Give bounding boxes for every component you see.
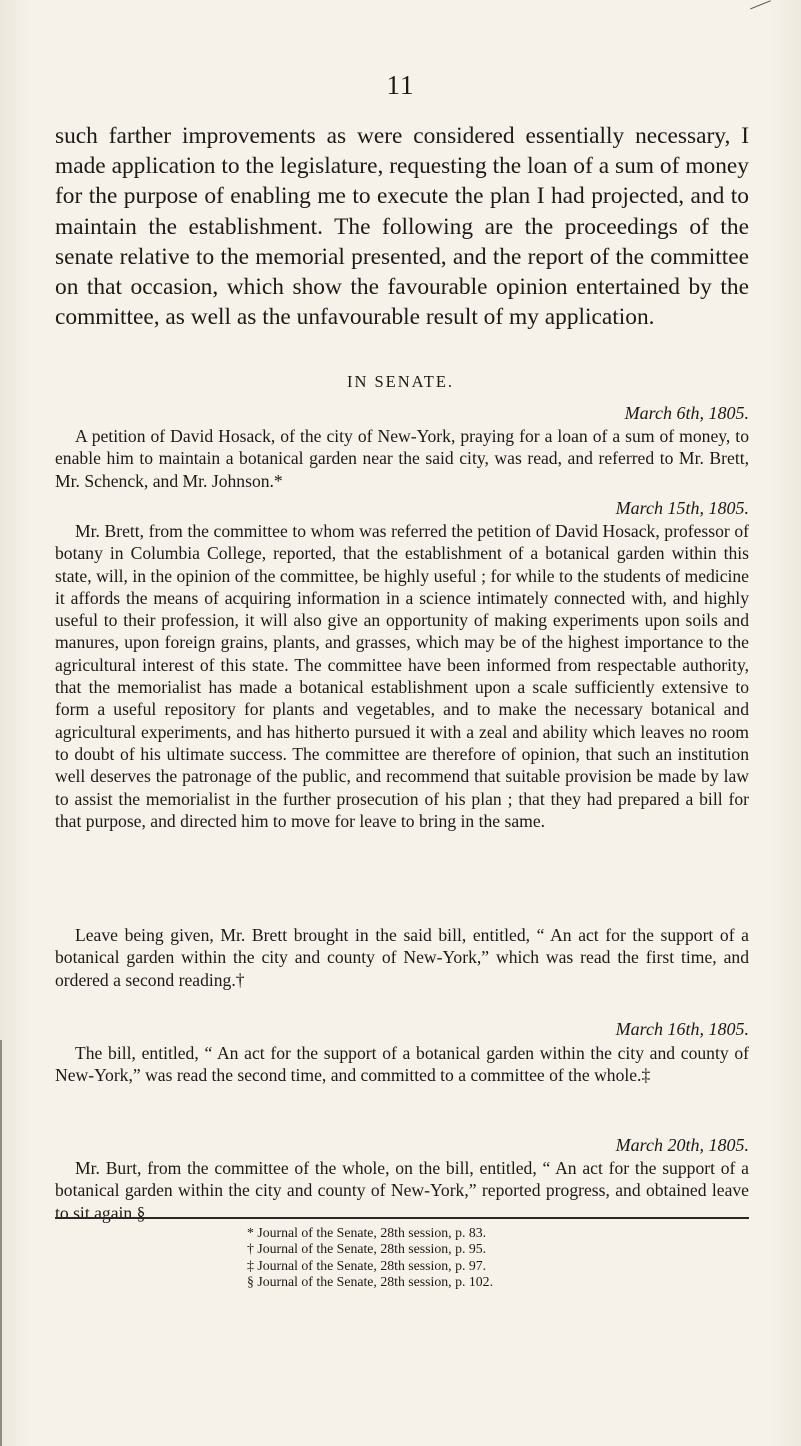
- entry-date-3: March 16th, 1805.: [615, 1019, 749, 1039]
- page-number: 11: [386, 70, 415, 100]
- section-heading: IN SENATE.: [346, 372, 455, 391]
- entry-date-4: March 20th, 1805.: [615, 1135, 749, 1155]
- entry-text-1: A petition of David Hosack, of the city of New-York, praying for a loan of a sum of money, to enable him to maintain a botanical garden near the said city, was read, and referred to Mr. Brett, Mr. Schenck, and Mr. Johnson.*: [55, 426, 749, 491]
- entry-date-1: March 6th, 1805.: [624, 403, 749, 423]
- entry-text-2: Mr. Brett, from the committee to whom was referred the petition of David Hosack, professor of botany in Columbia College, reported, that the establishment of a botanical garden within this state, will, in the opinion of the committee, be highly useful ; for while to the students of medicine it affords the means of acquiring information in a science intimately connected with, and highly useful to their profession, it will also give an opportunity of making experiments upon soils and manures, upon foreign grains, plants, and grasses, which may be of the highest importance to the agricultural interest of this state. The committee have been informed from respectable authority, that the memorialist has made a botanical establishment upon a scale sufficiently extensive to form a useful repository for plants and vegetables, and to make the necessary botanical and agricultural experiments, and has hitherto pursued it with a zeal and ability which leaves no room to doubt of his ultimate success. The committee are therefore of opinion, that such an institution well deserves the patronage of the public, and recommend that suitable provision be made by law to assist the memorialist in the further prosecution of his plan ; that they had prepared a bill for that purpose, and directed him to move for leave to bring in the same.: [55, 521, 749, 831]
- footnote-1: * Journal of the Senate, 28th session, p. 83.: [247, 1225, 487, 1240]
- scan-edge-shadow: [0, 1040, 14, 1446]
- entry-text-3: The bill, entitled, “ An act for the support of a botanical garden within the city and county of New-York,” was read the second time, and committed to a committee of the whole.‡: [55, 1043, 749, 1086]
- corner-mark: [750, 0, 774, 17]
- footnote-rule: [55, 1217, 749, 1219]
- footnote-2: † Journal of the Senate, 28th session, p. 95.: [247, 1241, 487, 1257]
- footnote-3: ‡ Journal of the Senate, 28th session, p. 97.: [247, 1257, 487, 1273]
- intro-paragraph: such farther improvements as were considered essentially necessary, I made application to the legislature, requesting the loan of a sum of money for the purpose of enabling me to execute the plan I had projected, and to maintain the establishment. The following are the proceedings of the senate relative to the memorial presented, and the report of the committee on that occasion, which show the favourable opinion entertained by the committee, as well as the unfavourable result of my application.: [55, 123, 749, 331]
- footnote-4: § Journal of the Senate, 28th session, p. 102.: [247, 1274, 494, 1290]
- entry-text-4: Mr. Burt, from the committee of the whole, on the bill, entitled, “ An act for the support of a botanical garden within the city and county of New-York,” reported progress, and obtained leave to sit again.§: [55, 1158, 749, 1223]
- footnotes: [247, 1225, 747, 1291]
- entry-text-2b: Leave being given, Mr. Brett brought in the said bill, entitled, “ An act for the support of a botanical garden within the city and county of New-York,” which was read the first time, and ordered a second reading.†: [55, 925, 749, 990]
- entry-date-2: March 15th, 1805.: [615, 498, 749, 518]
